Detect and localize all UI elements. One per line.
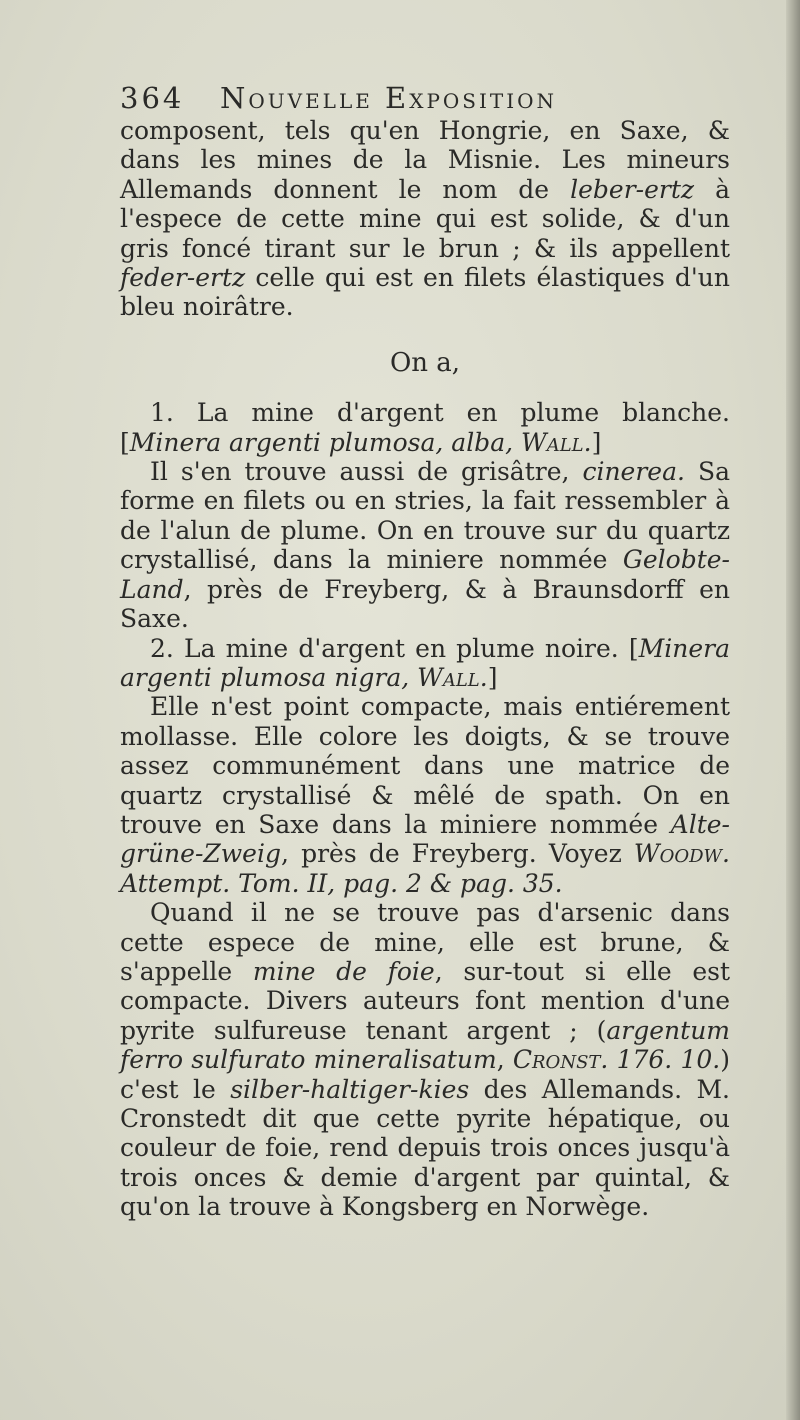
entry-1: 1. La mine d'argent en plume blanche. [Minera argenti plumosa, alba, Wall.] [120, 398, 730, 457]
running-title: Nouvelle Exposition [220, 81, 558, 115]
page-text [120, 116, 730, 1222]
entry-2: 2. La mine d'argent en plume noire. [Minera argenti plumosa nigra, Wall.] [120, 633, 730, 692]
section-heading: On a, [389, 347, 461, 378]
paragraph-intro: composent, tels qu'en Hongrie, en Saxe, & dans les mines de la Misnie. Les mineurs Allemands donnent le nom de leber-ertz à l'espece de cette mine qui est solide, & d'un gris foncé tirant sur le brun ; & ils appellent feder-ertz celle qui est en filets élastiques d'un bleu noirâtre. [120, 116, 730, 322]
entry-2-description: Elle n'est point compacte, mais entiérement mollasse. Elle colore les doigts, & se trouve assez communément dans une matrice de quartz crystallisé & mêlé de spath. On en trouve en Saxe dans la miniere nommée Alte-grüne-Zweig, près de Freyberg. Voyez Woodw. Attempt. Tom. II, pag. 2 & pag. 35. [120, 692, 730, 898]
page-number: 364 [120, 81, 185, 115]
running-header [120, 78, 740, 118]
paragraph-pyrite: Quand il ne se trouve pas d'arsenic dans cette espece de mine, elle est brune, & s'appelle mine de foie, sur-tout si elle est compacte. Divers auteurs font mention d'une pyrite sulfureuse tenant argent ; (argentum ferro sulfurato mineralisatum, Cronst. 176. 10.) c'est le silber-haltiger-kies des Allemands. M. Cronstedt dit que cette pyrite hépatique, ou couleur de foie, rend depuis trois onces jusqu'à trois onces & demie d'argent par quintal, & qu'on la trouve à Kongsberg en Norwège. [120, 898, 730, 1222]
term-feder-ertz: feder-ertz [120, 263, 246, 293]
term-leber-ertz: leber-ertz [570, 174, 695, 204]
entry-1-description: Il s'en trouve aussi de grisâtre, cinerea. Sa forme en filets ou en stries, la fait ressembler à de l'alun de plume. On en trouve sur du quartz crystallisé, dans la miniere nommée Gelobte-Land, près de Freyberg, & à Braunsdorff en Saxe. [120, 457, 730, 634]
book-spine-shadow [786, 0, 800, 1420]
